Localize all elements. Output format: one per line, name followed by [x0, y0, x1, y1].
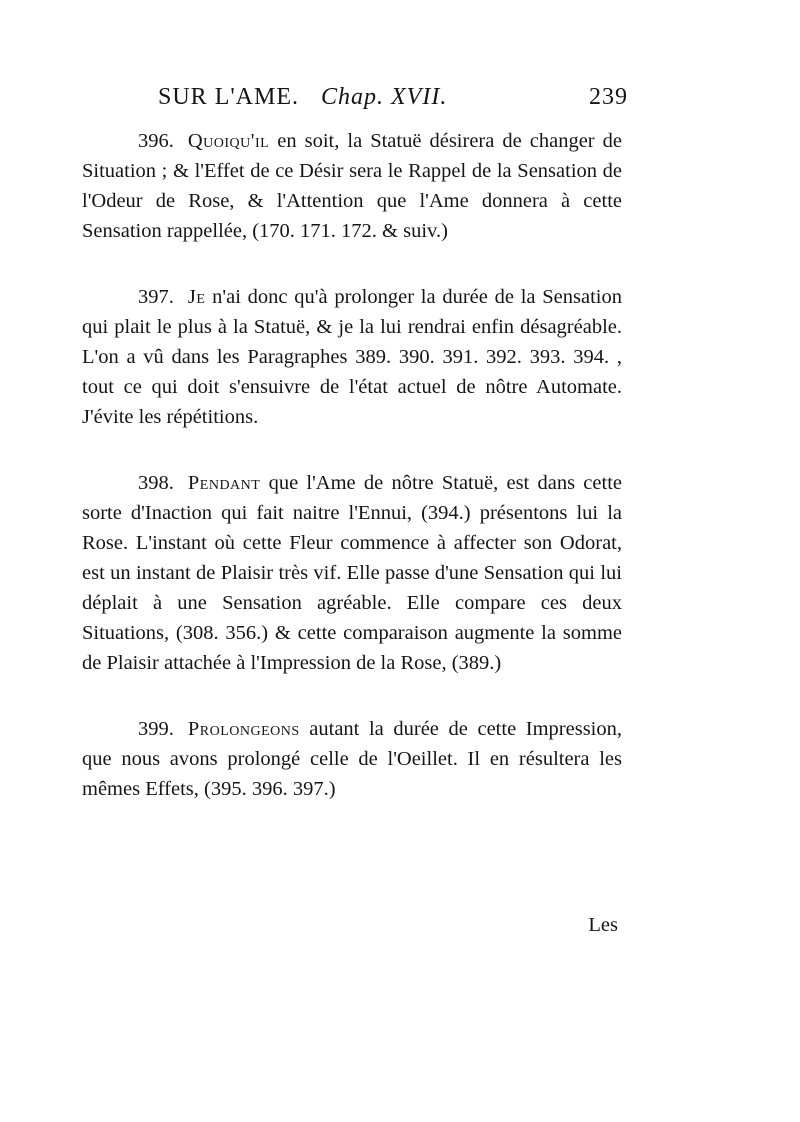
page-header — [158, 84, 628, 120]
paragraph-text: en soit, la Statuë désirera de changer de Situation ; & l'Effet de ce Désir sera le Rappel de la Sensation de l'Odeur de Rose, & l'Attention que l'Ame donnera à cette Sensation rappellée, (170. 171. 172. & suiv.) — [82, 130, 622, 242]
paragraph-number: 399. — [138, 718, 174, 740]
paragraph-lead-word: Prolongeons — [187, 718, 300, 740]
paragraph-397 — [82, 282, 622, 432]
chapter-label: Chap. XVII. — [321, 84, 448, 110]
paragraph-number: 398. — [138, 472, 174, 494]
paragraph-number: 397. — [138, 286, 174, 308]
paragraph-lead-word: Pendant — [187, 472, 261, 494]
paragraph-396 — [82, 126, 622, 246]
page-number: 239 — [589, 84, 628, 110]
paragraph-text: autant la durée de cette Impression, que nous avons prolongé celle de l'Oeillet. Il en résultera les mêmes Effets, (395. 396. 397.) — [82, 718, 622, 800]
paragraph-lead-word: Je — [187, 286, 206, 308]
paragraph-number: 396. — [138, 130, 174, 152]
paragraph-text: n'ai donc qu'à prolonger la durée de la Sensation qui plait le plus à la Statuë, & je la lui rendrai enfin désagréable. L'on a vû dans les Paragraphes 389. 390. 391. 392. 393. 394. , tout ce qui doit s'ensuivre de l'état actuel de nôtre Automate. J'évite les répétitions. — [82, 286, 622, 428]
paragraph-398 — [82, 468, 622, 678]
paragraph-lead-word: Quoiqu'il — [187, 130, 270, 152]
page-body — [82, 126, 622, 840]
paragraph-text: que l'Ame de nôtre Statuë, est dans cette sorte d'Inaction qui fait naitre l'Ennui, (394.) présentons lui la Rose. L'instant où cette Fleur commence à affecter son Odorat, est un instant de Plaisir très vif. Elle passe d'une Sensation qui lui déplait à une Sensation agréable. Elle compare ces deux Situations, (308. 356.) & cette comparaison augmente la somme de Plaisir attachée à l'Impression de la Rose, (389.) — [82, 472, 622, 674]
paragraph-399 — [82, 714, 622, 804]
running-title-text: SUR L'AME. — [158, 84, 300, 110]
catchword: Les — [588, 914, 618, 936]
running-title — [158, 84, 447, 111]
